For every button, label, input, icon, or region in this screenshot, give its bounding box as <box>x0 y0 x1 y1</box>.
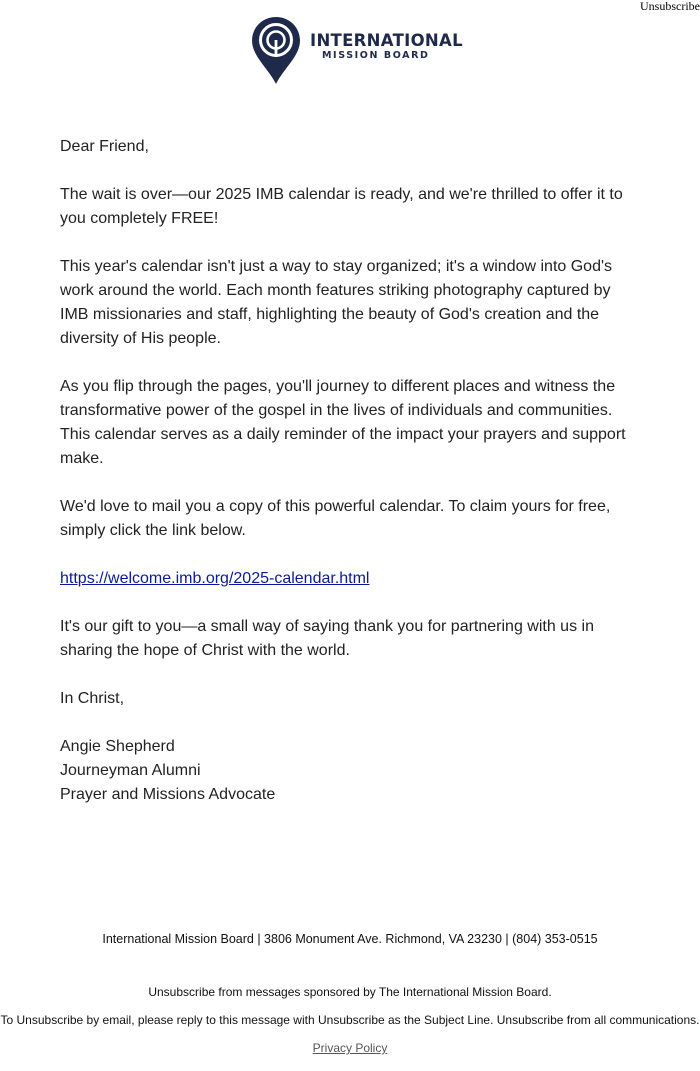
imb-logo[interactable] <box>251 16 463 86</box>
paragraph-journey: As you flip through the pages, you'll journey to different places and witness the transformative power of the gospel in the lives of individuals and communities. This calendar serves as a daily reminder of the impact your prayers and support make. <box>60 378 626 467</box>
privacy-policy-link[interactable]: Privacy Policy <box>312 1041 388 1055</box>
logo-line-mission-board: MISSION BOARD <box>322 50 430 61</box>
logo-line-international: INTERNATIONAL <box>310 31 463 50</box>
email-body <box>60 135 640 831</box>
calendar-link[interactable]: https://welcome.imb.org/2025-calendar.html <box>60 570 370 587</box>
calendar-link-row <box>60 567 640 591</box>
signature-title-2: Prayer and Missions Advocate <box>60 786 276 803</box>
footer-privacy-row <box>0 1041 700 1055</box>
paragraph-calendar-description: This year's calendar isn't just a way to stay organized; it's a window into God's work around the world. Each month features striking photography captured by IMB missionaries and staff, highlighting the beauty of God's creation and the diversity of His people. <box>60 258 613 347</box>
signature <box>60 735 640 807</box>
paragraph-gift: It's our gift to you—a small way of saying thank you for partnering with us in sharing the hope of Christ with the world. <box>60 618 594 659</box>
footer-address: International Mission Board | 3806 Monument Ave. Richmond, VA 23230 | (804) 353-0515 <box>102 932 598 946</box>
closing: In Christ, <box>60 690 125 707</box>
footer-email-unsubscribe[interactable]: To Unsubscribe by email, please reply to this message with Unsubscribe as the Subject Line. Unsubscribe from all communications. <box>0 1013 700 1027</box>
paragraph-mail-copy: We'd love to mail you a copy of this powerful calendar. To claim yours for free, simply click the link below. <box>60 498 611 539</box>
paragraph-offer: The wait is over—our 2025 IMB calendar is ready, and we're thrilled to offer it to you completely FREE! <box>60 186 623 227</box>
map-pin-icon <box>251 16 301 86</box>
footer-sponsor-unsubscribe[interactable]: Unsubscribe from messages sponsored by The International Mission Board. <box>148 985 552 999</box>
signature-name: Angie Shepherd <box>60 738 175 755</box>
greeting: Dear Friend, <box>60 138 149 155</box>
signature-title-1: Journeyman Alumni <box>60 762 201 779</box>
top-unsubscribe-link[interactable]: Unsubscribe <box>640 0 700 13</box>
